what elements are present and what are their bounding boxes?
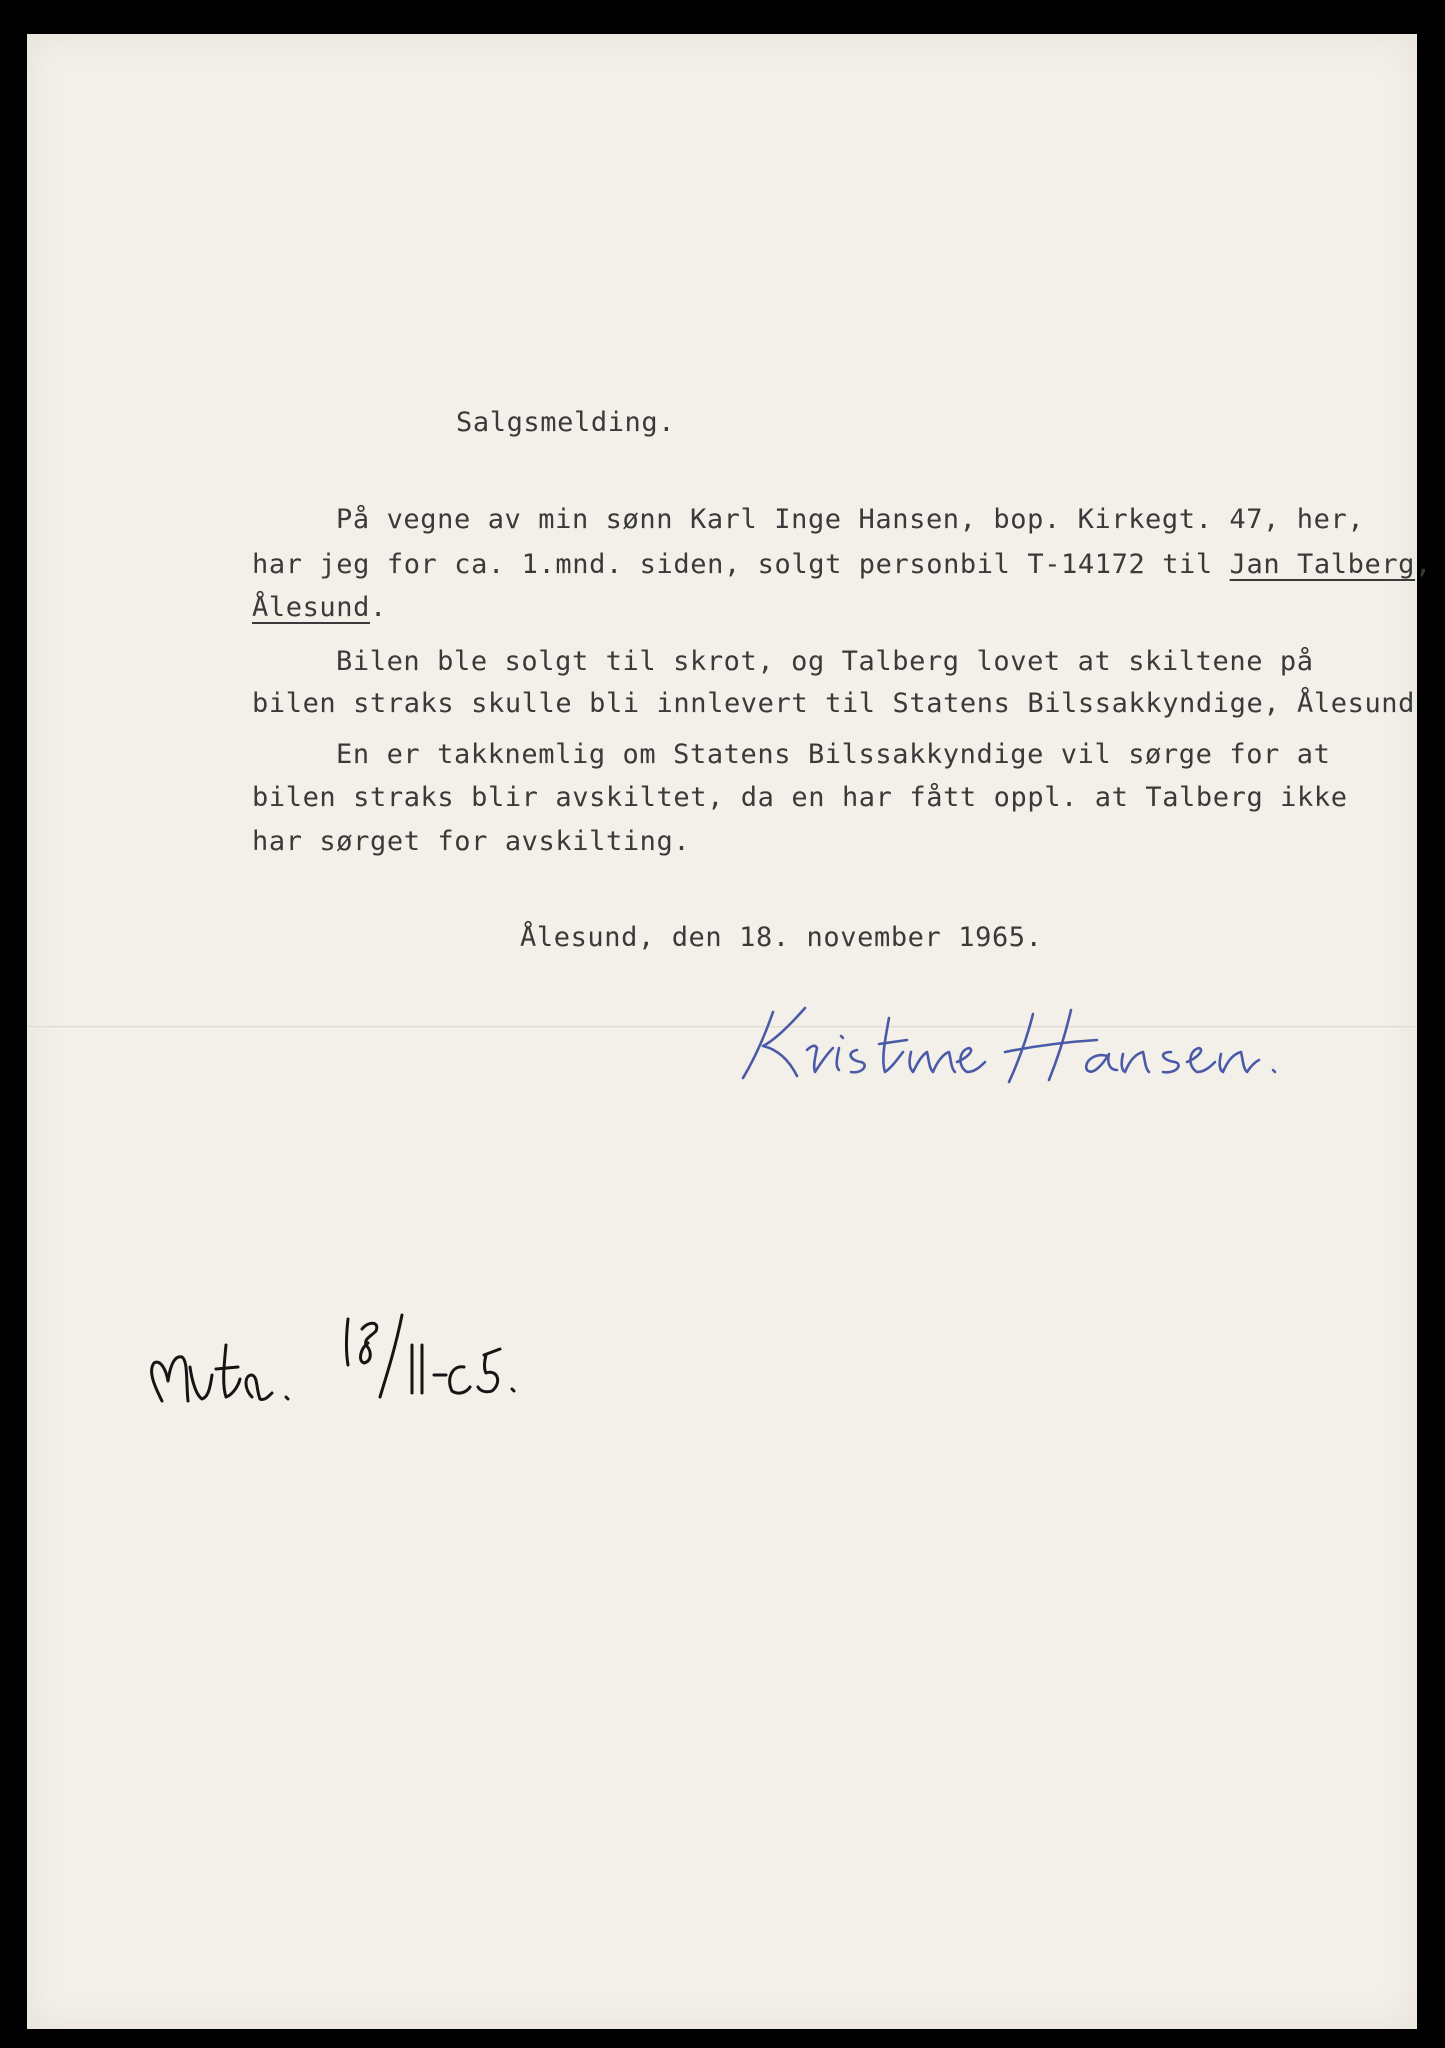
paragraph2-line2: bilen straks skulle bli innlevert til Statens Bilssakkyndige, Ålesund [252, 688, 1416, 719]
document-title: Salgsmelding. [456, 407, 676, 438]
paragraph3-line3: har sørget for avskilting. [252, 826, 691, 857]
paragraph1-line3-suffix: . [370, 592, 387, 623]
paragraph3-line1: En er takknemlig om Statens Bilssakkyndige vil sørge for at [336, 739, 1331, 770]
buyer-name: Jan Talberg [1229, 549, 1416, 580]
buyer-city: Ålesund [252, 592, 370, 623]
dateline: Ålesund, den 18. november 1965. [520, 922, 1043, 953]
paragraph1-line2-suffix: , [1415, 549, 1432, 580]
paragraph1-line3 [252, 594, 387, 621]
received-note [140, 1305, 560, 1415]
paragraph2-line1: Bilen ble solgt til skrot, og Talberg lovet at skiltene på [336, 646, 1314, 677]
signature [735, 1000, 1295, 1090]
paragraph1-line2 [252, 551, 1432, 578]
signature-drawing [735, 1000, 1295, 1090]
paragraph1-line2-text: har jeg for ca. 1.mnd. siden, solgt personbil T-14172 til [252, 549, 1230, 580]
paragraph1-line1: På vegne av min sønn Karl Inge Hansen, bop. Kirkegt. 47, her, [336, 504, 1365, 535]
received-note-drawing [140, 1305, 560, 1415]
paragraph3-line2: bilen straks blir avskiltet, da en har fått oppl. at Talberg ikke [252, 782, 1348, 813]
